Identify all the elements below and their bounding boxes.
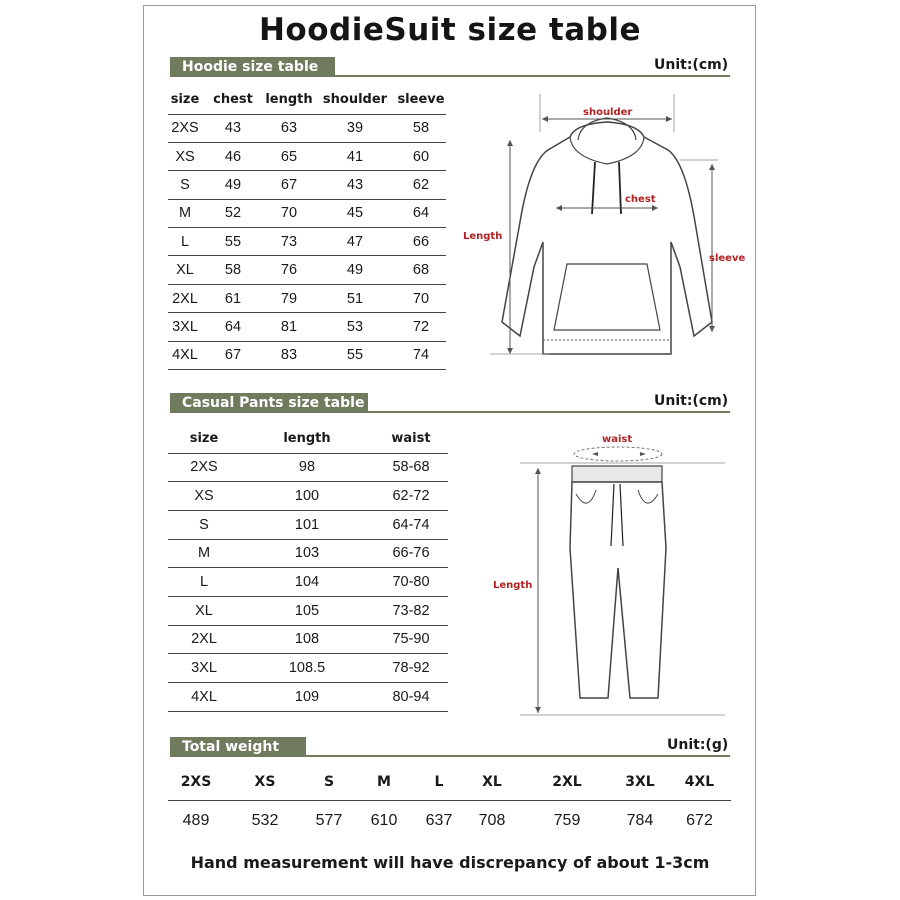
table-row — [168, 654, 448, 683]
table-cell: 78-92 — [374, 654, 448, 683]
weight-value-row — [168, 812, 731, 830]
hoodie-section-tab: Hoodie size table — [170, 57, 335, 77]
table-row — [168, 510, 448, 539]
table-cell: 49 — [202, 171, 264, 199]
table-cell: 51 — [314, 284, 396, 312]
table-cell: 104 — [240, 568, 374, 597]
table-cell: 67 — [202, 341, 264, 369]
table-cell: 52 — [202, 199, 264, 227]
table-cell: 55 — [314, 341, 396, 369]
pants-unit-label: Unit:(cm) — [654, 393, 729, 409]
table-cell: 109 — [240, 683, 374, 712]
hoodie-header-cell: shoulder — [314, 86, 396, 114]
table-cell: 41 — [314, 142, 396, 170]
table-cell: 2XL — [168, 625, 240, 654]
table-cell: 74 — [396, 341, 446, 369]
table-row — [168, 142, 446, 170]
table-row — [168, 596, 448, 625]
table-cell: XL — [168, 256, 202, 284]
table-cell: L — [168, 568, 240, 597]
table-cell: 58-68 — [374, 453, 448, 482]
sleeve-label: sleeve — [709, 253, 746, 264]
hoodie-section-rule — [170, 75, 730, 77]
table-cell: XL — [168, 596, 240, 625]
table-cell: 53 — [314, 313, 396, 341]
length-label: Length — [463, 231, 503, 242]
weight-section-tab: Total weight — [170, 737, 306, 757]
table-row — [168, 625, 448, 654]
table-cell: 108.5 — [240, 654, 374, 683]
table-cell: 98 — [240, 453, 374, 482]
table-cell: 65 — [264, 142, 314, 170]
table-cell: XS — [168, 482, 240, 511]
table-cell: 39 — [314, 114, 396, 142]
table-cell: 4XL — [168, 683, 240, 712]
table-cell: 58 — [202, 256, 264, 284]
table-cell: 3XL — [168, 313, 202, 341]
hoodie-diagram — [463, 92, 750, 362]
table-row — [168, 683, 448, 712]
weight-value: 708 — [478, 812, 506, 829]
table-cell: 64 — [202, 313, 264, 341]
table-cell: 66 — [396, 228, 446, 256]
table-cell: 3XL — [168, 654, 240, 683]
table-cell: 83 — [264, 341, 314, 369]
table-cell: 2XS — [168, 453, 240, 482]
table-row — [168, 453, 448, 482]
table-cell: 46 — [202, 142, 264, 170]
table-cell: 43 — [202, 114, 264, 142]
weight-size-label: XL — [482, 774, 502, 790]
table-cell: 103 — [240, 539, 374, 568]
table-cell: 62 — [396, 171, 446, 199]
table-cell: 70-80 — [374, 568, 448, 597]
table-cell: 61 — [202, 284, 264, 312]
weight-size-label: L — [434, 774, 444, 790]
table-cell: 101 — [240, 510, 374, 539]
weight-unit-label: Unit:(g) — [667, 737, 729, 753]
table-cell: 63 — [264, 114, 314, 142]
table-cell: 47 — [314, 228, 396, 256]
table-cell: 73-82 — [374, 596, 448, 625]
weight-value: 759 — [553, 812, 581, 829]
table-cell: 43 — [314, 171, 396, 199]
weight-size-label: M — [377, 774, 391, 790]
pants-diagram — [490, 428, 740, 723]
table-cell: 64-74 — [374, 510, 448, 539]
table-row — [168, 539, 448, 568]
weight-size-label: S — [323, 774, 335, 790]
table-cell: 73 — [264, 228, 314, 256]
table-cell: 66-76 — [374, 539, 448, 568]
table-cell: 2XS — [168, 114, 202, 142]
table-cell: 45 — [314, 199, 396, 227]
weight-value: 637 — [425, 812, 453, 829]
table-cell: 70 — [264, 199, 314, 227]
page-title: HoodieSuit size table — [258, 12, 642, 48]
table-cell: M — [168, 199, 202, 227]
weight-value: 489 — [182, 812, 210, 829]
weight-value: 672 — [686, 812, 713, 829]
table-cell: 55 — [202, 228, 264, 256]
table-row — [168, 313, 446, 341]
table-row — [168, 341, 446, 369]
table-cell: XS — [168, 142, 202, 170]
hoodie-header-cell: chest — [202, 86, 264, 114]
hoodie-size-table — [168, 86, 446, 370]
table-row — [168, 228, 446, 256]
shoulder-label: shoulder — [583, 107, 633, 118]
table-cell: 76 — [264, 256, 314, 284]
table-cell: 80-94 — [374, 683, 448, 712]
table-cell: 2XL — [168, 284, 202, 312]
table-row — [168, 256, 446, 284]
table-row — [168, 284, 446, 312]
pants-section-tab: Casual Pants size table — [170, 393, 368, 413]
table-row — [168, 568, 448, 597]
pants-header-row — [168, 424, 448, 453]
table-cell: L — [168, 228, 202, 256]
pants-section-rule — [170, 411, 730, 413]
weight-size-label: 2XS — [180, 774, 212, 790]
weight-value: 784 — [626, 812, 654, 829]
table-cell: 49 — [314, 256, 396, 284]
table-cell: S — [168, 510, 240, 539]
hoodie-header-cell: size — [168, 86, 202, 114]
table-row — [168, 199, 446, 227]
pants-header-cell: length — [240, 424, 374, 453]
table-cell: S — [168, 171, 202, 199]
disclaimer-note: Hand measurement will have discrepancy of about 1-3cm — [190, 853, 710, 872]
weight-size-label: 3XL — [625, 774, 655, 790]
table-cell: 4XL — [168, 341, 202, 369]
table-cell: 79 — [264, 284, 314, 312]
chest-label: chest — [625, 194, 656, 205]
table-cell: 68 — [396, 256, 446, 284]
weight-value: 577 — [315, 812, 343, 829]
waist-label: waist — [602, 434, 633, 445]
weight-value: 610 — [370, 812, 398, 829]
hoodie-header-cell: sleeve — [396, 86, 446, 114]
table-row — [168, 171, 446, 199]
weight-divider — [168, 800, 731, 801]
table-row — [168, 114, 446, 142]
table-cell: 75-90 — [374, 625, 448, 654]
pants-header-cell: size — [168, 424, 240, 453]
table-cell: 62-72 — [374, 482, 448, 511]
table-cell: 64 — [396, 199, 446, 227]
table-cell: 81 — [264, 313, 314, 341]
table-row — [168, 482, 448, 511]
hoodie-header-row — [168, 86, 446, 114]
hoodie-header-cell: length — [264, 86, 314, 114]
weight-section-rule — [170, 755, 730, 757]
weight-size-label: 2XL — [552, 774, 582, 790]
weight-size-row — [168, 774, 731, 790]
table-cell: 108 — [240, 625, 374, 654]
table-cell: 105 — [240, 596, 374, 625]
table-cell: 67 — [264, 171, 314, 199]
pants-length-label: Length — [493, 580, 533, 591]
pants-header-cell: waist — [374, 424, 448, 453]
table-cell: 60 — [396, 142, 446, 170]
table-cell: 58 — [396, 114, 446, 142]
table-cell: 72 — [396, 313, 446, 341]
weight-value: 532 — [251, 812, 279, 829]
weight-size-label: XS — [254, 774, 276, 790]
weight-size-label: 4XL — [684, 774, 715, 790]
table-cell: 100 — [240, 482, 374, 511]
hoodie-unit-label: Unit:(cm) — [654, 57, 729, 73]
table-cell: M — [168, 539, 240, 568]
table-cell: 70 — [396, 284, 446, 312]
pants-size-table — [168, 424, 448, 712]
